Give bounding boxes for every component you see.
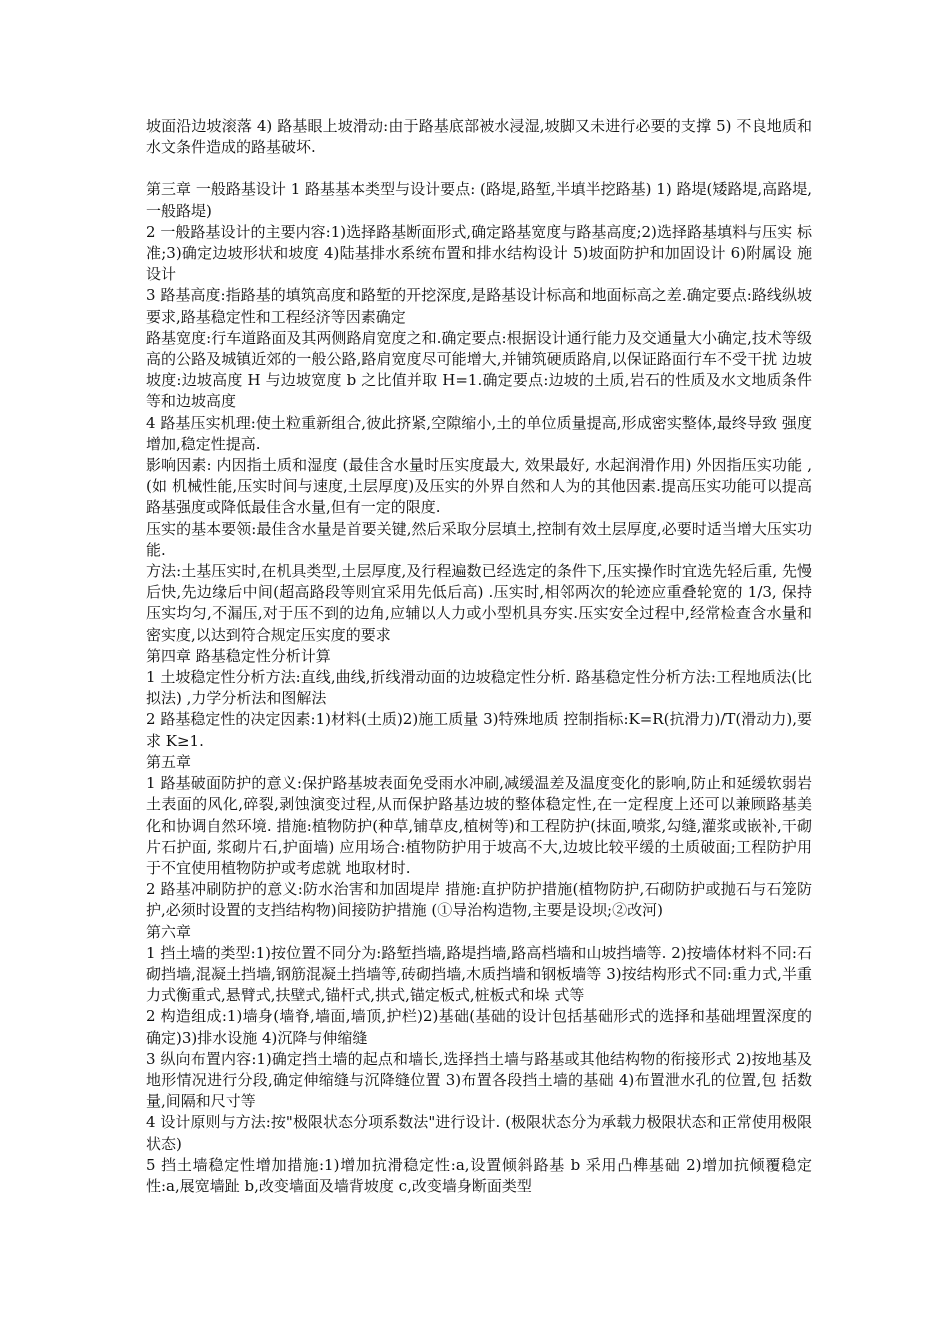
- chapter-heading: 第六章: [146, 922, 192, 941]
- paragraph: 3 纵向布置内容:1)确定挡土墙的起点和墙长,选择挡土墙与路基或其他结构物的衔接形式 2)按地基及 地形情况进行分段,确定伸缩缝与沉降缝位置 3)布置各段挡土墙的基础 4)布置泄水孔的位置,包 括数量,间隔和尺寸等: [146, 1049, 812, 1111]
- paragraph: 2 路基冲刷防护的意义:防水治害和加固堤岸 措施:直护防护措施(植物防护,石砌防护或抛石与石笼防护,必须时设置的支挡结构物)间接防护措施 (①导治构造物,主要是设坝;②改河): [146, 880, 812, 920]
- paragraph: 压实的基本要领:最佳含水量是首要关键,然后采取分层填土,控制有效土层厚度,必要时适当增大压实功能.: [146, 519, 812, 559]
- paragraph: 坡面沿边坡滚落 4) 路基眼上坡滑动:由于路基底部被水浸湿,坡脚又未进行必要的支撑 5) 不良地质和水文条件造成的路基破坏.: [146, 117, 812, 157]
- paragraph: 2 路基稳定性的决定因素:1)材料(土质)2)施工质量 3)特殊地质 控制指标:K=R(抗滑力)/T(滑动力),要求 K≥1.: [146, 710, 812, 750]
- paragraph: 4 路基压实机理:使土粒重新组合,彼此挤紧,空隙缩小,土的单位质量提高,形成密实整体,最终导致 强度增加,稳定性提高.: [146, 413, 812, 453]
- document-body: [146, 116, 812, 1197]
- paragraph: 1 土坡稳定性分析方法:直线,曲线,折线滑动面的边坡稳定性分析. 路基稳定性分析方法:工程地质法(比拟法) ,力学分析法和图解法: [146, 668, 812, 708]
- paragraph: 2 一般路基设计的主要内容:1)选择路基断面形式,确定路基宽度与路基高度;2)选择路基填料与压实 标准;3)确定边坡形状和坡度 4)陆基排水系统布置和排水结构设计 5)坡面防护和加固设计 6)附属设 施设计: [146, 222, 812, 284]
- paragraph: 4 设计原则与方法:按"极限状态分项系数法"进行设计. (极限状态分为承载力极限状态和正常使用极限 状态): [146, 1113, 812, 1153]
- paragraph: 影响因素: 内因指土质和湿度 (最佳含水量时压实度最大, 效果最好, 水起润滑作用) 外因指压实功能 , (如 机械性能,压实时间与速度,土层厚度)及压实的外界自然和人为的其他因素.提高压实功能可以提高路基强度或降低最佳含水量,但有一定的限度.: [146, 456, 812, 517]
- paragraph: 2 构造组成:1)墙身(墙脊,墙面,墙顶,护栏)2)基础(基础的设计包括基础形式的选择和基础埋置深度的确定)3)排水设施 4)沉降与伸缩缝: [146, 1007, 812, 1047]
- paragraph: 方法:土基压实时,在机具类型,土层厚度,及行程遍数已经选定的条件下,压实操作时宜选先轻后重, 先慢后快,先边缘后中间(超高路段等则宜采用先低后高) .压实时,相邻两次的轮迹应重叠轮宽的 1/3, 保持压实均匀,不漏压,对于压不到的边角,应辅以人力或小型机具夯实.压实安全过程中,经常检查含水量和密实度,以达到符合规定压实度的要求: [146, 562, 812, 644]
- paragraph: 1 挡土墙的类型:1)按位置不同分为:路堑挡墙,路堤挡墙,路高档墙和山坡挡墙等. 2)按墙体材料不同:石砌挡墙,混凝土挡墙,钢筋混凝土挡墙等,砖砌挡墙,木质挡墙和钢板墙等 3)按结构形式不同:重力式,半重力式衡重式,悬臂式,扶壁式,锚杆式,拱式,锚定板式,桩板式和垛 式等: [146, 943, 812, 1005]
- paragraph: 第三章 一般路基设计 1 路基基本类型与设计要点: (路堤,路堑,半填半挖路基) 1) 路堤(矮路堤,高路堤,一般路堤): [146, 180, 812, 220]
- paragraph: 1 路基破面防护的意义:保护路基坡表面免受雨水冲刷,减缓温差及温度变化的影响,防止和延缓软弱岩 土表面的风化,碎裂,剥蚀演变过程,从而保护路基边坡的整体稳定性,在一定程度上还可以兼顾路基美 化和协调自然环境. 措施:植物防护(种草,铺草皮,植树等)和工程防护(抹面,喷浆,勾缝,灌浆或嵌补,干砌片石护面, 浆砌片石,护面墙) 应用场合:植物防护用于坡高不大,边坡比较平缓的土质破面;工程防护用于不宜使用植物防护或考虑就 地取材时.: [146, 774, 812, 877]
- paragraph-gap: [146, 158, 812, 179]
- paragraph: 路基宽度:行车道路面及其两侧路肩宽度之和.确定要点:根据设计通行能力及交通量大小确定,技术等级高的公路及城镇近郊的一般公路,路肩宽度尽可能增大,并铺筑硬质路肩,以保证路面行车不受干扰 边坡坡度:边坡高度 H 与边坡宽度 b 之比值并取 H=1.确定要点:边坡的土质,岩石的性质及水文地质条件等和边坡高度: [146, 328, 812, 411]
- paragraph: 3 路基高度:指路基的填筑高度和路堑的开挖深度,是路基设计标高和地面标高之差.确定要点:路线纵坡要求,路基稳定性和工程经济等因素确定: [146, 286, 812, 326]
- paragraph: 5 挡土墙稳定性增加措施:1)增加抗滑稳定性:a,设置倾斜路基 b 采用凸榫基础 2)增加抗倾覆稳定性:a,展宽墙趾 b,改变墙面及墙背坡度 c,改变墙身断面类型: [146, 1155, 812, 1195]
- chapter-heading: 第四章 路基稳定性分析计算: [146, 646, 331, 665]
- chapter-heading: 第五章: [146, 752, 192, 771]
